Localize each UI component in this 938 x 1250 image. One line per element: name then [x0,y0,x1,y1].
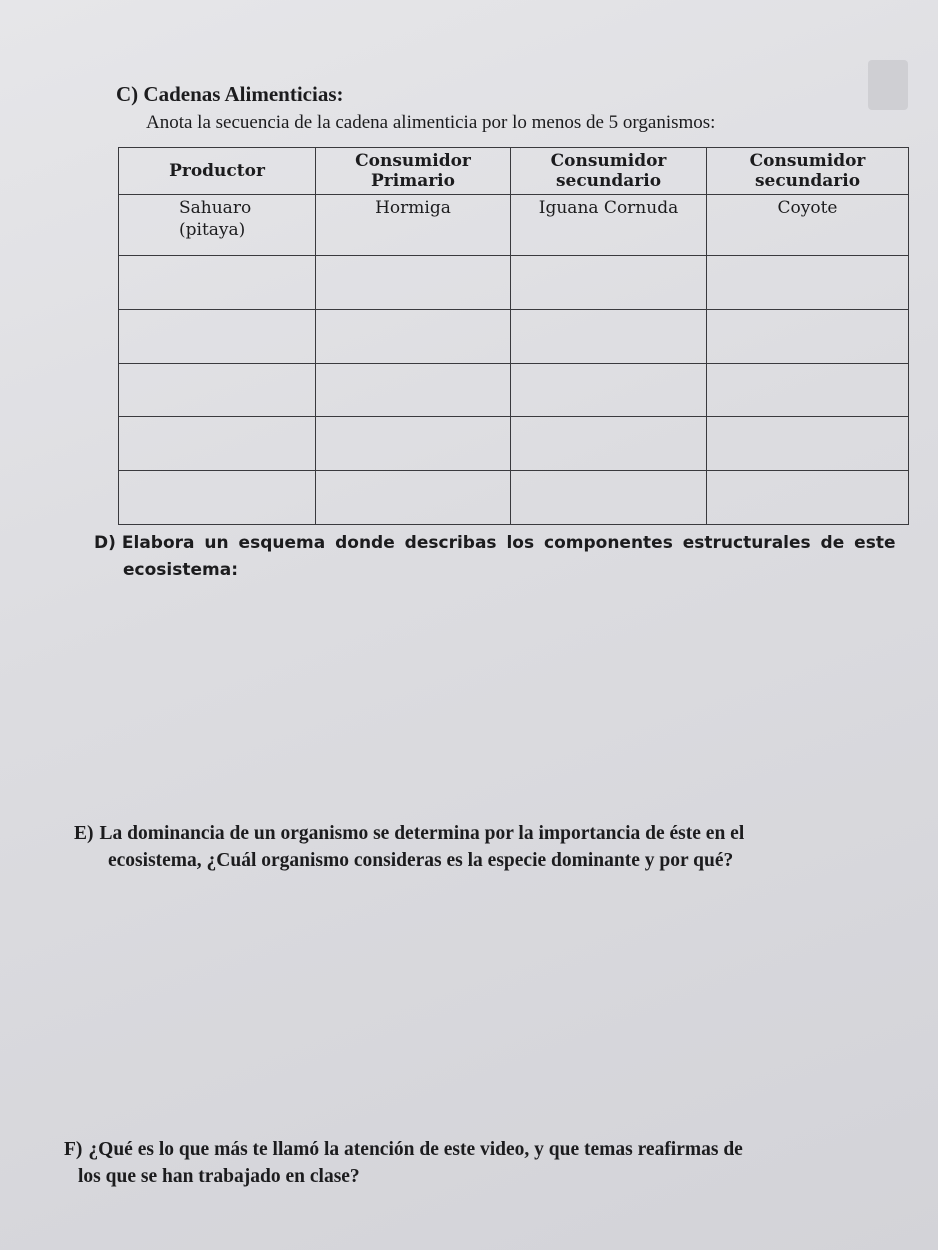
table-cell[interactable] [707,363,909,417]
table-cell[interactable]: Coyote [707,195,909,256]
table-cell[interactable]: Sahuaro (pitaya) [119,195,316,256]
table-cell[interactable] [119,363,316,417]
table-cell[interactable]: Hormiga [316,195,511,256]
table-row [119,309,909,363]
table-row [119,363,909,417]
table-cell[interactable] [707,309,909,363]
table-cell[interactable] [119,417,316,471]
section-d-question [94,530,899,584]
bleed-through-mark [868,60,908,110]
section-f-question [64,1136,904,1190]
header-productor: Productor [119,148,316,195]
table-cell[interactable] [511,363,707,417]
table-cell[interactable] [119,471,316,525]
table-cell[interactable] [316,471,511,525]
table-cell[interactable] [511,417,707,471]
table-cell[interactable]: Iguana Cornuda [511,195,707,256]
table-cell[interactable] [119,256,316,310]
section-d-label: D) [94,533,116,553]
table-cell[interactable] [511,256,707,310]
table-cell[interactable] [511,471,707,525]
table-row [119,417,909,471]
section-f-label: F) [64,1139,83,1160]
table-cell[interactable] [707,471,909,525]
table-cell[interactable] [316,256,511,310]
section-f-line1: ¿Qué es lo que más te llamó la atención de este video, y que temas reafirmas de [88,1139,743,1160]
section-f-line2: los que se han trabajado en clase? [78,1166,360,1187]
table-row [119,471,909,525]
table-header-row [119,148,909,195]
table-cell[interactable] [707,256,909,310]
table-cell[interactable] [707,417,909,471]
section-e-line1: La dominancia de un organismo se determina por la importancia de éste en el [99,823,745,844]
section-e-question [74,820,904,874]
table-row [119,195,909,256]
table-cell[interactable] [511,309,707,363]
table-cell[interactable] [316,363,511,417]
table-cell[interactable] [119,309,316,363]
header-consumidor-secundario: Consumidor secundario [511,148,707,195]
section-d-line2: ecosistema: [123,560,238,580]
section-c-heading: C) Cadenas Alimenticias: [116,82,344,106]
table-row [119,256,909,310]
header-consumidor-secundario-2: Consumidor secundario [707,148,909,195]
section-d-line1: Elabora un esquema donde describas los componentes estructurales de este [121,533,896,553]
table-cell[interactable] [316,309,511,363]
section-c-instruction: Anota la secuencia de la cadena alimenticia por lo menos de 5 organismos: [146,112,716,133]
food-chain-table [118,147,909,525]
bleed-through-text [400,8,410,55]
section-e-label: E) [74,823,94,844]
table-cell[interactable] [316,417,511,471]
header-consumidor-primario: Consumidor Primario [316,148,511,195]
section-e-line2: ecosistema, ¿Cuál organismo consideras es la especie dominante y por qué? [108,850,734,871]
